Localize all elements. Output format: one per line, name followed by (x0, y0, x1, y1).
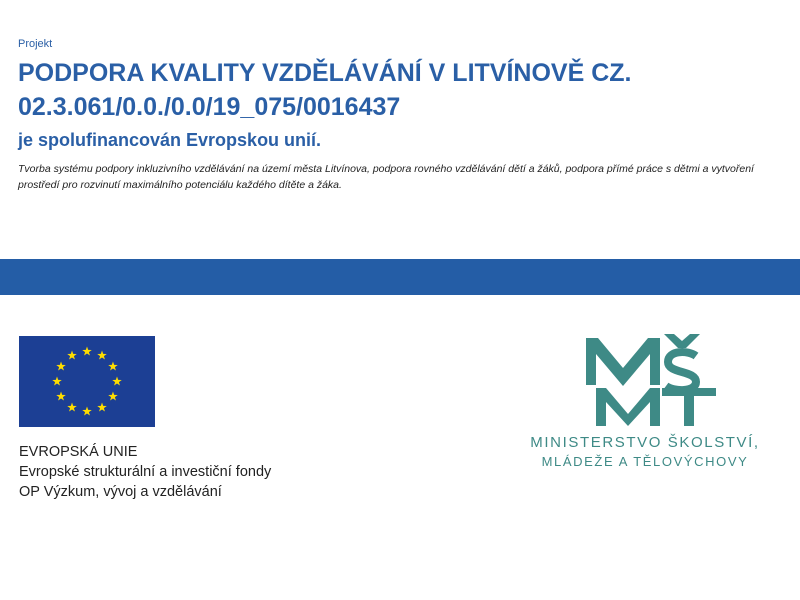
eu-flag-icon (19, 336, 155, 427)
project-description: Tvorba systému podpory inkluzivního vzdělávání na území města Litvínova, podpora rovného vzdělávání dětí a žáků, podpora přímé práce s dětmi a vytvoření prostředí pro rozvinutí maximálního potenciálu každého dítěte a žáka. (18, 163, 754, 191)
msmt-name-line2: MLÁDEŽE A TĚLOVÝCHOVY (541, 454, 749, 469)
eu-star-icon (112, 377, 122, 386)
eu-star-icon (56, 362, 66, 371)
project-title: PODPORA KVALITY VZDĚLÁVÁNÍ V LITVÍNOVĚ CZ. 02.3.061/0.0./0.0/19_075/0016437 (18, 59, 632, 121)
eu-program: OP Výzkum, vývoj a vzdělávání (19, 484, 222, 500)
project-label: Projekt (18, 38, 53, 50)
eu-star-icon (52, 377, 62, 386)
eu-funding-text (19, 442, 271, 502)
eu-star-icon (67, 402, 77, 411)
msmt-name (495, 433, 795, 471)
msmt-name-line1: MINISTERSTVO ŠKOLSTVÍ, (530, 434, 760, 451)
cofunded-statement: je spolufinancován Evropskou unií. (18, 130, 322, 150)
eu-star-icon (108, 362, 118, 371)
eu-star-icon (97, 351, 107, 360)
eu-star-icon (82, 347, 92, 356)
eu-star-icon (82, 407, 92, 416)
msmt-logo-icon (578, 330, 728, 430)
blue-divider-band (0, 259, 800, 295)
eu-star-icon (56, 392, 66, 401)
eu-star-icon (108, 392, 118, 401)
eu-funds: Evropské strukturální a investiční fondy (19, 464, 272, 480)
eu-name: EVROPSKÁ UNIE (19, 444, 138, 460)
eu-star-icon (97, 402, 107, 411)
eu-star-icon (67, 351, 77, 360)
